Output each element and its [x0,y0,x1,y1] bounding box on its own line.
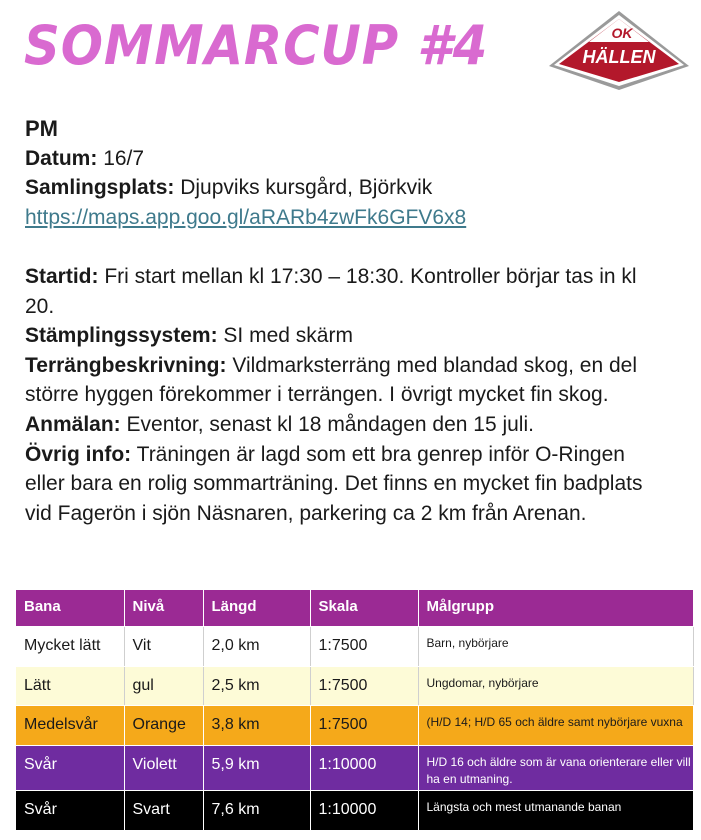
cell-malgrupp: H/D 16 och äldre som är vana orienterare eller vill ha en utmaning. [418,745,694,790]
venue-value: Djupviks kursgård, Björkvik [180,176,433,200]
cell-niva: Violett [124,745,203,790]
cell-niva: Vit [124,626,203,666]
header-skala: Skala [310,590,418,626]
other-label: Övrig info: [25,442,132,466]
cell-bana: Mycket lätt [16,626,124,666]
signup-label: Anmälan: [25,412,121,436]
cell-bana: Svår [16,745,124,790]
date-value: 16/7 [103,146,145,170]
other-value: Träningen är lagd som ett bra genrep inför O-Ringen eller bara en rolig sommarträning. Det finns en mycket fin badplats vid Fagerön i sjön Näsnaren, parkering ca 2 km från Arenan. [25,442,643,525]
signup-line [25,410,665,440]
cell-bana: Svår [16,790,124,830]
table-row [16,666,694,705]
header-langd: Längd [203,590,310,626]
punch-value: SI med skärm [223,324,353,348]
punch-line [25,321,665,351]
terrain-label: Terrängbeskrivning: [25,353,227,377]
cell-malgrupp: (H/D 14; H/D 65 och äldre samt nybörjare vuxna [418,705,694,745]
header-niva: Nivå [124,590,203,626]
table-row [16,626,694,666]
cell-malgrupp: Längsta och mest utmanande banan [418,790,694,830]
pm-heading: PM [25,116,58,141]
cell-langd: 7,6 km [203,790,310,830]
cell-niva: gul [124,666,203,705]
course-table [16,590,694,831]
cell-skala: 1:10000 [310,745,418,790]
terrain-line [25,351,665,410]
cell-skala: 1:7500 [310,626,418,666]
table-header-row [16,590,694,626]
venue-label: Samlingsplats: [25,176,175,200]
start-value: Fri start mellan kl 17:30 – 18:30. Kontroller börjar tas in kl 20. [25,264,637,318]
page-title: SOMMARCUP #4 [24,14,489,77]
cell-malgrupp: Barn, nybörjare [418,626,694,666]
cell-langd: 3,8 km [203,705,310,745]
table-row [16,745,694,790]
header-malgrupp: Målgrupp [418,590,694,626]
start-label: Startid: [25,264,99,288]
map-link[interactable]: https://maps.app.goo.gl/aRARb4zwFk6GFV6x8 [25,205,467,229]
club-logo [546,8,692,94]
cell-bana: Lätt [16,666,124,705]
terrain-value: Vildmarksterräng med blandad skog, en del större hyggen förekommer i terrängen. I övrigt mycket fin skog. [25,353,638,407]
cell-langd: 2,5 km [203,666,310,705]
cell-niva: Orange [124,705,203,745]
start-line [25,262,665,321]
date-label: Datum: [25,146,98,170]
cell-skala: 1:10000 [310,790,418,830]
cell-bana: Medelsvår [16,705,124,745]
signup-value: Eventor, senast kl 18 måndagen den 15 juli. [126,412,534,436]
cell-langd: 2,0 km [203,626,310,666]
cell-langd: 5,9 km [203,745,310,790]
other-line [25,440,665,529]
logo-text-top: OK [611,25,633,41]
cell-skala: 1:7500 [310,705,418,745]
table-row [16,705,694,745]
venue-line [25,173,665,203]
cell-skala: 1:7500 [310,666,418,705]
info-section [25,114,665,528]
cell-malgrupp: Ungdomar, nybörjare [418,666,694,705]
cell-niva: Svart [124,790,203,830]
header-bana: Bana [16,590,124,626]
spacer [25,232,665,262]
logo-text-bottom: HÄLLEN [582,47,656,67]
date-line [25,144,665,174]
table-row [16,790,694,830]
punch-label: Stämplingssystem: [25,324,218,348]
